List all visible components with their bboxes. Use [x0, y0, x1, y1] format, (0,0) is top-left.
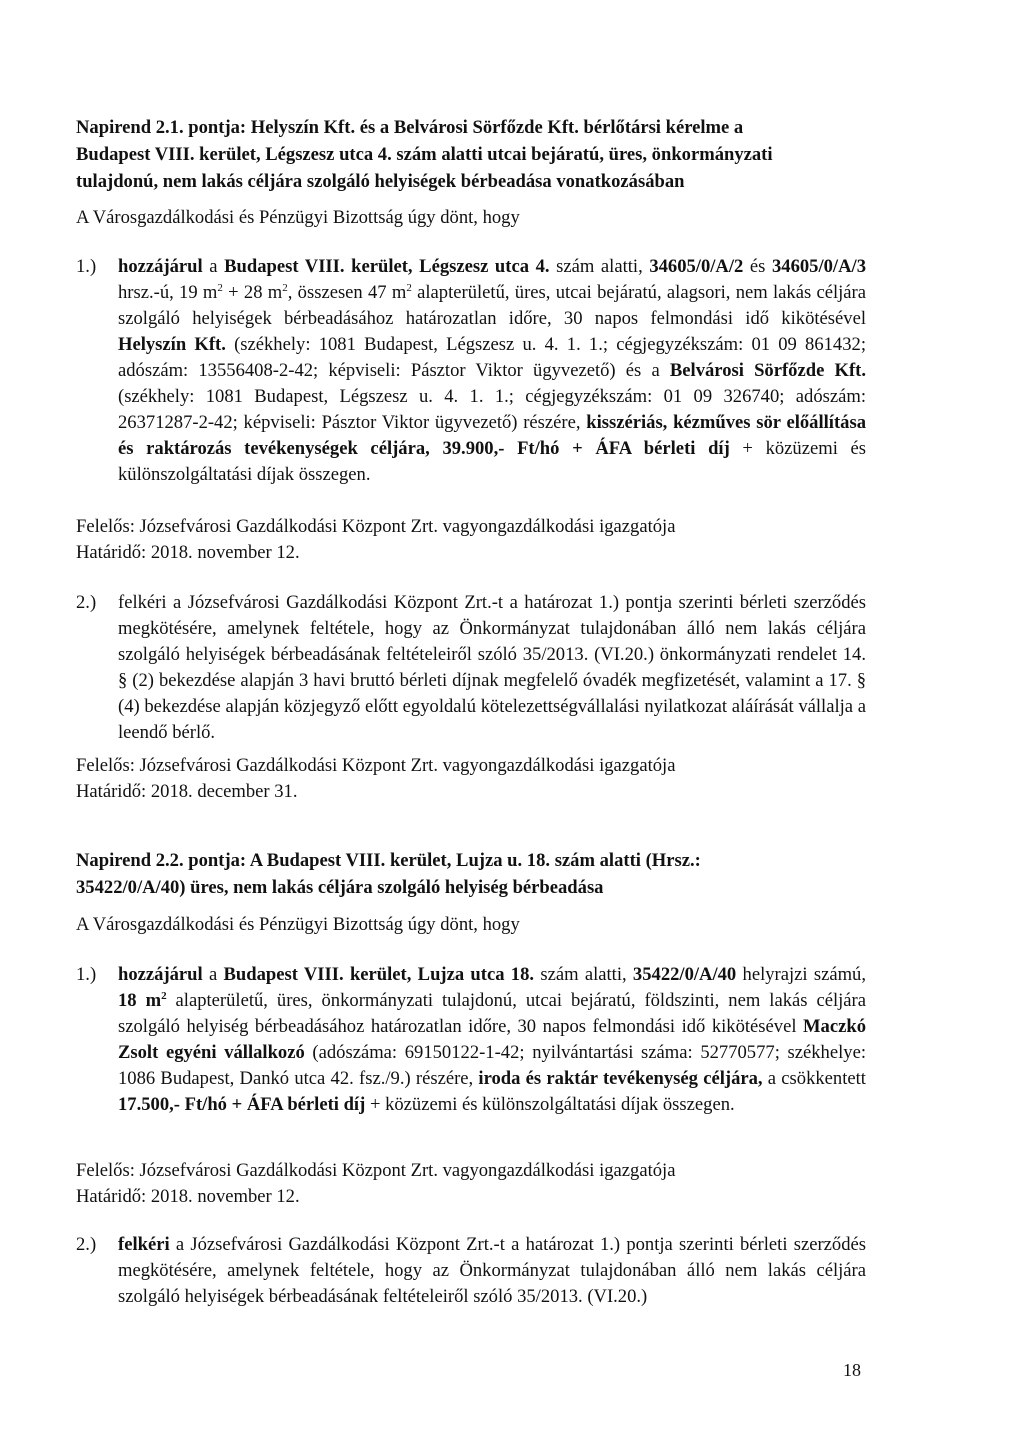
superscript: 2	[161, 990, 167, 1002]
bold-text: Maczkó Zsolt egyéni vállalkozó	[118, 1016, 866, 1063]
text-run: (székhely: 1081 Budapest, Légszesz u. 4. 1. 1.; cégjegyzékszám: 01 09 861432; adószám: 13556408-2-42; képviseli: Pásztor Viktor ügyvezető) és a	[118, 334, 866, 381]
bold-text: Helyszín Kft.	[118, 334, 226, 355]
item-number: 1.)	[76, 964, 97, 985]
resolution-item	[76, 254, 866, 488]
bold-text: Budapest VIII. kerület, Légszesz utca 4.	[224, 256, 550, 277]
bold-text: 18 m	[118, 990, 162, 1011]
superscript: 2	[282, 282, 288, 294]
bold-text: kisszériás, kézműves sör előállítása és raktározás tevékenységek céljára, 39.900,- Ft/hó + ÁFA bérleti díj	[118, 412, 866, 459]
resolution-item	[76, 1232, 866, 1310]
bold-text: 34605/0/A/2	[649, 256, 744, 277]
text-run: hrsz.-ú, 19 m	[118, 282, 218, 303]
text-run: szám alatti,	[534, 964, 633, 985]
heading-line: 35422/0/A/40) üres, nem lakás céljára szolgáló helyiség bérbeadása	[76, 877, 604, 898]
bold-text: hozzájárul	[118, 256, 203, 277]
text-run: helyrajzi számú,	[736, 964, 866, 985]
heading-line: Budapest VIII. kerület, Légszesz utca 4. szám alatti utcai bejáratú, üres, önkormányzati	[76, 144, 773, 165]
item-number: 2.)	[76, 592, 97, 613]
responsible-line: Felelős: Józsefvárosi Gazdálkodási Központ Zrt. vagyongazdálkodási igazgatója	[76, 516, 676, 537]
text-run: alapterületű, üres, önkormányzati tulajdonú, utcai bejáratú, földszinti, nem lakás céljára szolgáló helyiség bérbeadásához határozatlan időre, 30 napos felmondási idő kikötésével	[118, 990, 866, 1037]
responsible-line: Felelős: Józsefvárosi Gazdálkodási Központ Zrt. vagyongazdálkodási igazgatója	[76, 755, 676, 776]
section-heading	[76, 114, 866, 195]
section-heading	[76, 847, 866, 901]
item-text	[118, 590, 866, 746]
bold-text: 35422/0/A/40	[632, 964, 737, 985]
decision-intro: A Városgazdálkodási és Pénzügyi Bizottság úgy dönt, hogy	[76, 207, 520, 228]
item-number: 2.)	[76, 1234, 97, 1255]
superscript: 2	[406, 282, 412, 294]
bold-text: Belvárosi Sörfőzde Kft.	[669, 360, 866, 381]
superscript: 2	[217, 282, 223, 294]
item-text	[118, 254, 866, 488]
text-run: a Józsefvárosi Gazdálkodási Központ Zrt.-t a határozat 1.) pontja szerinti bérleti szerződés megkötésére, amelynek feltétele, hogy az Önkormányzat tulajdonában álló nem lakás céljára szolgáló helyiségek bérbeadásának feltételeiről szóló 35/2013. (VI.20.)	[118, 1234, 866, 1307]
decision-intro: A Városgazdálkodási és Pénzügyi Bizottság úgy dönt, hogy	[76, 914, 520, 935]
heading-line: Napirend 2.2. pontja: A Budapest VIII. kerület, Lujza u. 18. szám alatti (Hrsz.:	[76, 850, 701, 871]
deadline-line: Határidő: 2018. december 31.	[76, 781, 298, 802]
text-run: felkéri a Józsefvárosi Gazdálkodási Központ Zrt.-t a határozat 1.) pontja szerinti bérleti szerződés megkötésére, amelynek feltétele, hogy az Önkormányzat tulajdonában álló nem lakás céljára szolgáló helyiségek bérbeadásának feltételeiről szóló 35/2013. (VI.20.) önkormányzati rendelet 14. § (2) bekezdése alapján 3 havi bruttó bérleti díjnak megfelelő óvadék megfizetését, valamint a 17. § (4) bekezdése alapján közjegyző előtt egyoldalú kötelezettségvállalási nyilatkozat aláírását vállalja a leendő bérlő.	[118, 592, 866, 743]
resolution-item	[76, 590, 866, 746]
resolution-item	[76, 962, 866, 1118]
text-run: szám alatti,	[549, 256, 650, 277]
responsible-line: Felelős: Józsefvárosi Gazdálkodási Központ Zrt. vagyongazdálkodási igazgatója	[76, 1160, 676, 1181]
heading-line: tulajdonú, nem lakás céljára szolgáló helyiségek bérbeadása vonatkozásában	[76, 171, 685, 192]
text-run: + közüzemi és különszolgáltatási díjak összegen.	[365, 1094, 735, 1115]
text-run: + 28 m	[222, 282, 283, 303]
bold-text: felkéri	[118, 1234, 170, 1255]
bold-text: 17.500,- Ft/hó + ÁFA bérleti díj	[118, 1094, 366, 1115]
bold-text: Budapest VIII. kerület, Lujza utca 18.	[223, 964, 535, 985]
text-run: a	[202, 964, 224, 985]
text-run: + közüzemi és különszolgáltatási díjak összegen.	[118, 438, 866, 485]
text-run: és	[743, 256, 772, 277]
bold-text: 34605/0/A/3	[771, 256, 866, 277]
item-text	[118, 1232, 866, 1310]
page-number: 18	[843, 1360, 861, 1380]
bold-text: iroda és raktár tevékenység céljára,	[478, 1068, 763, 1089]
text-run: a	[202, 256, 225, 277]
text-run: a csökkentett	[762, 1068, 866, 1089]
deadline-line: Határidő: 2018. november 12.	[76, 1186, 300, 1207]
bold-text: hozzájárul	[118, 964, 203, 985]
heading-line: Napirend 2.1. pontja: Helyszín Kft. és a Belvárosi Sörfőzde Kft. bérlőtársi kérelme a	[76, 117, 744, 138]
text-run: (adószáma: 69150122-1-42; nyilvántartási száma: 52770577; székhelye: 1086 Budapest, Dankó utca 42. fsz./9.) részére,	[118, 1042, 866, 1089]
item-number: 1.)	[76, 256, 97, 277]
deadline-line: Határidő: 2018. november 12.	[76, 542, 300, 563]
text-run: alapterületű, üres, utcai bejáratú, alagsori, nem lakás céljára szolgáló helyiségek bérbeadásához határozatlan időre, 30 napos felmondási idő kikötésével	[118, 282, 866, 329]
item-text	[118, 962, 866, 1118]
text-run: (székhely: 1081 Budapest, Légszesz u. 4. 1. 1.; cégjegyzékszám: 01 09 326740; adószám: 26371287-2-42; képviseli: Pásztor Viktor ügyvezető) részére,	[118, 386, 866, 433]
text-run: , összesen 47 m	[287, 282, 407, 303]
